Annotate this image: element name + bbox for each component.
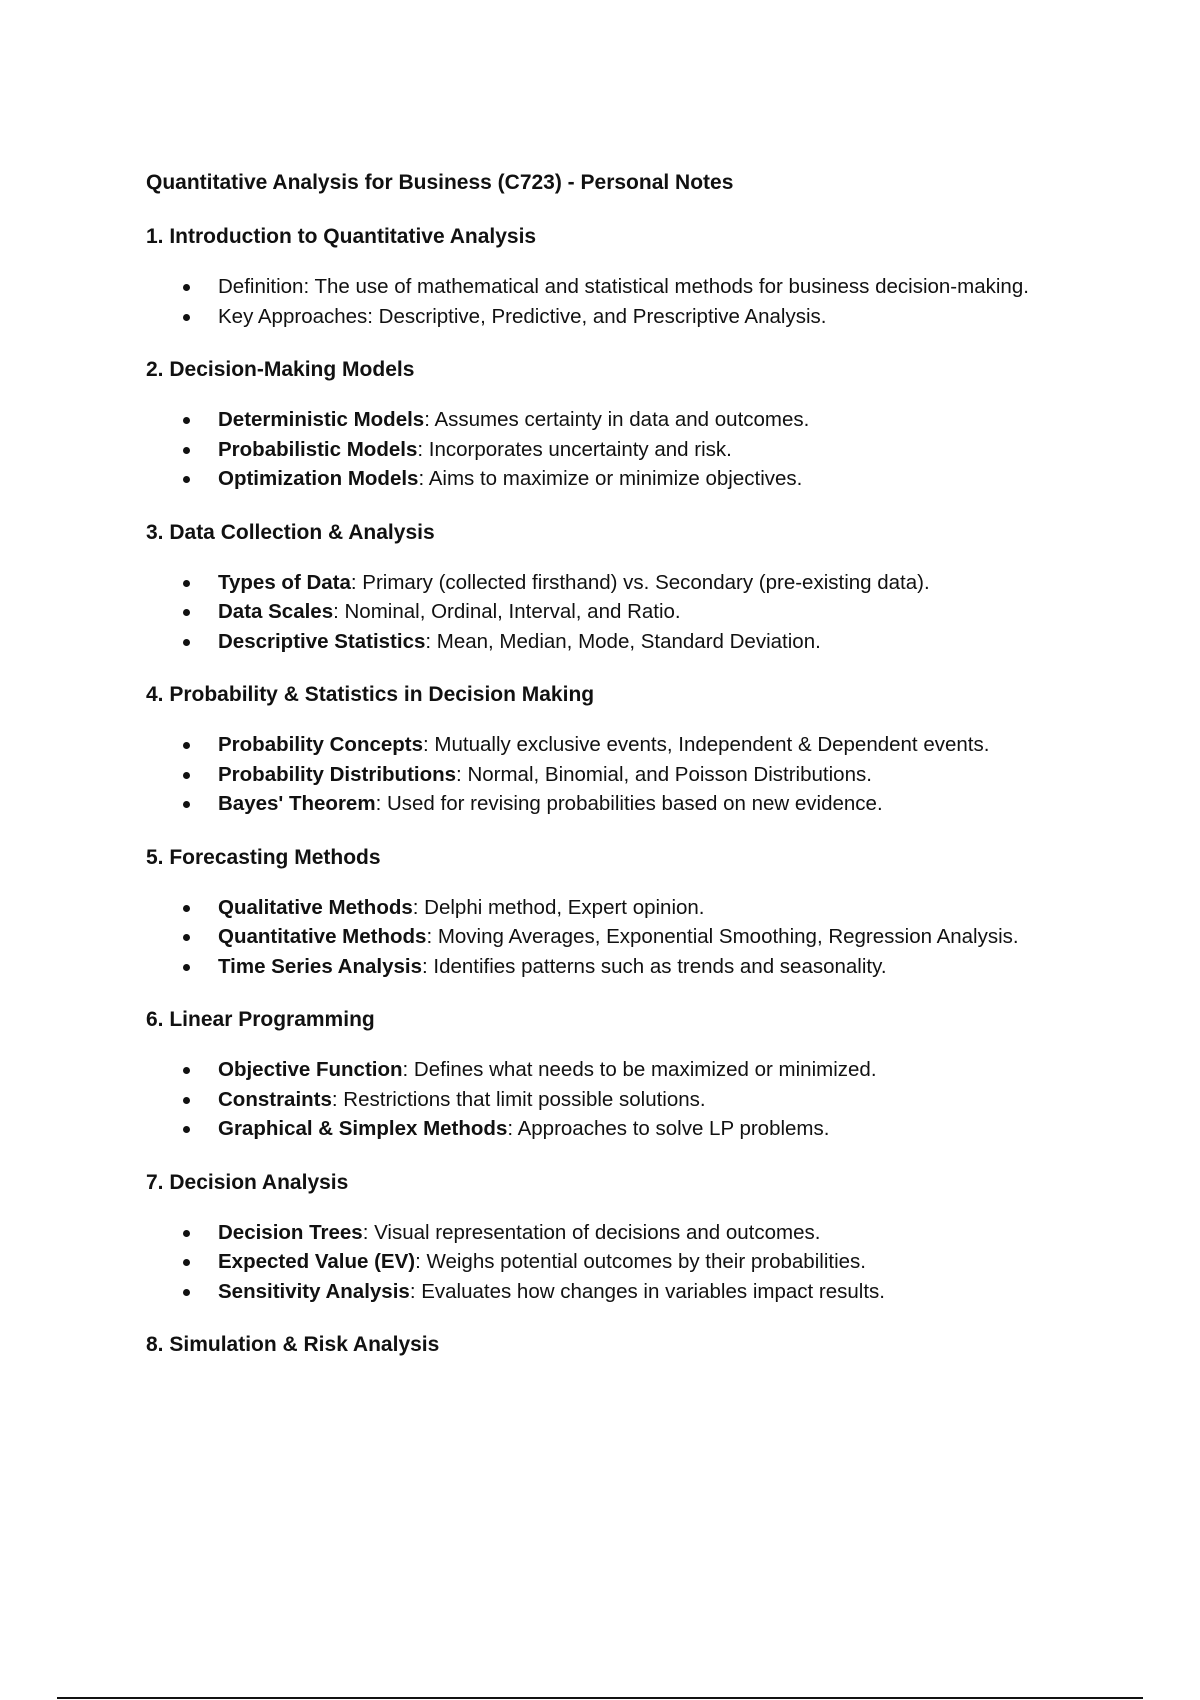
bullet-dot-icon — [183, 1259, 190, 1266]
list-item — [218, 952, 1106, 982]
list-item-text: Key Approaches: Descriptive, Predictive, and Prescriptive Analysis. — [218, 304, 827, 328]
list-item-text: : Weighs potential outcomes by their probabilities. — [415, 1250, 866, 1273]
bullet-dot-icon — [183, 476, 190, 483]
list-item-term: Probability Distributions — [218, 762, 457, 786]
list-item — [218, 1055, 1106, 1085]
bullet-dot-icon — [183, 934, 190, 941]
bullet-dot-icon — [183, 1126, 190, 1133]
bullet-dot-icon — [183, 580, 190, 587]
list-item-text: : Moving Averages, Exponential Smoothing, Regression Analysis. — [426, 925, 1019, 948]
bullet-dot-icon — [183, 905, 190, 912]
section — [146, 1332, 1106, 1358]
section-heading: 7. Decision Analysis — [146, 1170, 349, 1194]
list-item-text: Definition: The use of mathematical and statistical methods for business decision-making. — [218, 275, 1029, 298]
list-item-term: Qualitative Methods — [218, 895, 413, 919]
section — [146, 520, 1106, 657]
list-item-term: Graphical & Simplex Methods — [218, 1117, 508, 1140]
bullet-list — [146, 1218, 1106, 1307]
list-item — [218, 1114, 1106, 1144]
list-item — [218, 627, 1106, 657]
bullet-list — [146, 568, 1106, 657]
bullet-dot-icon — [183, 1289, 190, 1296]
bullet-dot-icon — [183, 314, 190, 321]
list-item-term: Types of Data — [218, 570, 351, 594]
list-item-text: : Restrictions that limit possible solutions. — [331, 1087, 706, 1111]
list-item-term: Descriptive Statistics — [218, 629, 426, 653]
list-item — [218, 405, 1106, 435]
list-item-text: : Mean, Median, Mode, Standard Deviation. — [425, 629, 821, 653]
list-item — [218, 893, 1106, 923]
list-item-text: : Visual representation of decisions and outcomes. — [362, 1220, 821, 1244]
list-item-term: Quantitative Methods — [218, 925, 427, 948]
list-item — [218, 568, 1106, 598]
bullet-dot-icon — [183, 1067, 190, 1074]
list-item-text: : Approaches to solve LP problems. — [507, 1117, 830, 1140]
section-heading: 5. Forecasting Methods — [146, 845, 381, 869]
list-item-term: Decision Trees — [218, 1220, 363, 1244]
section-heading: 1. Introduction to Quantitative Analysis — [146, 225, 537, 248]
list-item — [218, 760, 1106, 790]
list-item — [218, 922, 1106, 952]
list-item-text: : Used for revising probabilities based on new evidence. — [375, 792, 883, 815]
list-item-text: : Normal, Binomial, and Poisson Distributions. — [456, 762, 872, 786]
list-item-text: : Identifies patterns such as trends and seasonality. — [421, 954, 887, 978]
list-item-text: : Mutually exclusive events, Independent & Dependent events. — [423, 733, 990, 756]
list-item-text: : Evaluates how changes in variables impact results. — [409, 1279, 885, 1303]
list-item — [218, 302, 1106, 332]
list-item — [218, 597, 1106, 627]
list-item-text: : Defines what needs to be maximized or minimized. — [402, 1058, 877, 1081]
bullet-list — [146, 893, 1106, 982]
bullet-dot-icon — [183, 772, 190, 779]
bullet-dot-icon — [183, 1097, 190, 1104]
list-item-term: Constraints — [218, 1087, 332, 1111]
section — [146, 682, 1106, 819]
bullet-list — [146, 405, 1106, 494]
section-heading: 6. Linear Programming — [146, 1008, 375, 1031]
list-item — [218, 730, 1106, 760]
bullet-dot-icon — [183, 447, 190, 454]
list-item-term: Bayes' Theorem — [218, 792, 376, 815]
list-item-term: Time Series Analysis — [218, 954, 422, 978]
bullet-list — [146, 272, 1106, 331]
bullet-list — [146, 730, 1106, 819]
list-item — [218, 789, 1106, 819]
bullet-dot-icon — [183, 801, 190, 808]
list-item-term: Expected Value (EV) — [218, 1250, 416, 1273]
bullet-dot-icon — [183, 639, 190, 646]
list-item-text: : Nominal, Ordinal, Interval, and Ratio. — [333, 600, 681, 623]
section-heading: 4. Probability & Statistics in Decision Making — [146, 683, 595, 706]
bullet-dot-icon — [183, 1230, 190, 1237]
section — [146, 1007, 1106, 1144]
list-item-text: : Assumes certainty in data and outcomes. — [424, 408, 810, 431]
document-page — [146, 170, 1106, 1384]
bullet-dot-icon — [183, 964, 190, 971]
list-item — [218, 464, 1106, 494]
list-item-text: : Primary (collected firsthand) vs. Secondary (pre-existing data). — [350, 570, 930, 594]
section — [146, 357, 1106, 494]
page-bottom-divider — [57, 1697, 1143, 1699]
list-item — [218, 1247, 1106, 1277]
bullet-dot-icon — [183, 609, 190, 616]
section — [146, 1170, 1106, 1307]
list-item — [218, 1085, 1106, 1115]
list-item — [218, 1218, 1106, 1248]
list-item-term: Sensitivity Analysis — [218, 1279, 410, 1303]
list-item-text: : Aims to maximize or minimize objectives. — [418, 467, 803, 490]
section — [146, 845, 1106, 982]
section — [146, 224, 1106, 331]
list-item-text: : Delphi method, Expert opinion. — [412, 895, 705, 919]
section-heading: 8. Simulation & Risk Analysis — [146, 1333, 440, 1356]
section-heading: 2. Decision-Making Models — [146, 358, 415, 381]
list-item — [218, 435, 1106, 465]
list-item-term: Objective Function — [218, 1058, 403, 1081]
list-item-term: Optimization Models — [218, 467, 419, 490]
list-item-term: Probability Concepts — [218, 733, 424, 756]
bullet-dot-icon — [183, 417, 190, 424]
bullet-list — [146, 1055, 1106, 1144]
bullet-dot-icon — [183, 284, 190, 291]
list-item — [218, 272, 1106, 302]
sections-container — [146, 224, 1106, 1358]
bullet-dot-icon — [183, 742, 190, 749]
document-title: Quantitative Analysis for Business (C723) - Personal Notes — [146, 171, 734, 194]
list-item-text: : Incorporates uncertainty and risk. — [417, 437, 732, 461]
section-heading: 3. Data Collection & Analysis — [146, 520, 435, 544]
list-item-term: Deterministic Models — [218, 408, 425, 431]
list-item — [218, 1277, 1106, 1307]
list-item-term: Data Scales — [218, 600, 334, 623]
list-item-term: Probabilistic Models — [218, 437, 418, 461]
